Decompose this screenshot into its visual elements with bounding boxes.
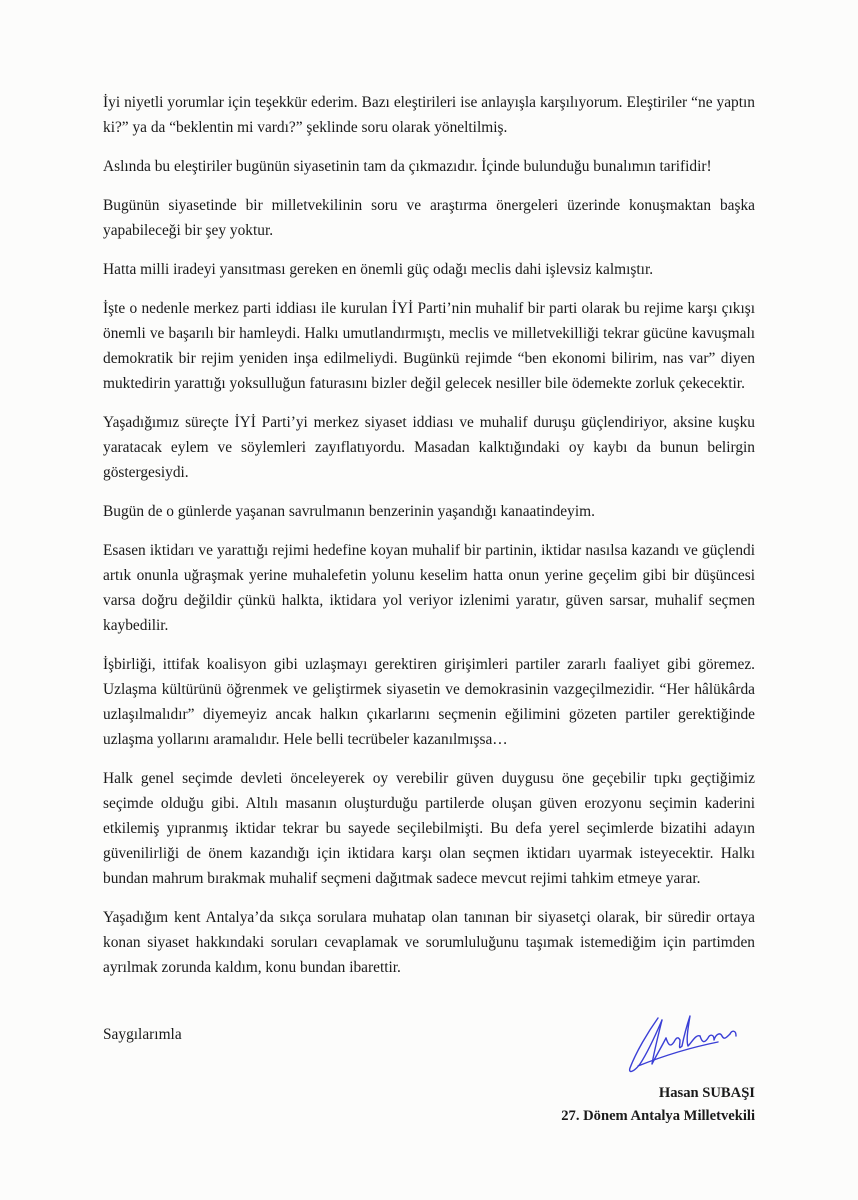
paragraph-8: Esasen iktidarı ve yarattığı rejimi hedefine koyan muhalif bir partinin, iktidar nasılsa kazandı ve güçlendi artık onunla uğraşmak yerine muhalefetin yolunu keselim hatta onun yerine geçelim gibi bir düşüncesi varsa doğru değildir çünkü halkta, iktidara yol veriyor izlenimi yaratır, güven sarsar, muhalif seçmen kaybedilir. bbox=[103, 542, 755, 634]
signature-block bbox=[561, 1082, 755, 1128]
signer-title: 27. Dönem Antalya Milletvekili bbox=[561, 1108, 755, 1124]
paragraph-9: İşbirliği, ittifak koalisyon gibi uzlaşmayı gerektiren girişimleri partiler zararlı faaliyet gibi göremez. Uzlaşma kültürünü öğrenmek ve geliştirmek siyasetin ve demokrasinin vazgeçilmezidir. “Her hâlükârda uzlaşılmalıdır” diyemeyiz ancak halkın çıkarlarını seçmenin eğilimini gözeten partiler gerektiğinde uzlaşma yollarını aramalıdır. Hele belli tecrübeler kazanılmışsa… bbox=[103, 656, 755, 748]
paragraph-2: Aslında bu eleştiriler bugünün siyasetinin tam da çıkmazıdır. İçinde bulunduğu bunalımın tarifidir! bbox=[103, 158, 712, 175]
signer-name: Hasan SUBAŞI bbox=[658, 1085, 755, 1101]
paragraph-3: Bugünün siyasetinde bir milletvekilinin soru ve araştırma önergeleri üzerinde konuşmaktan başka yapabileceği bir şey yoktur. bbox=[103, 197, 755, 239]
paragraph-5: İşte o nedenle merkez parti iddiası ile kurulan İYİ Parti’nin muhalif bir parti olarak bu rejime karşı çıkışı önemli ve başarılı bir hamleydi. Halkı umutlandırmıştı, meclis ve milletvekilliği tekrar gücüne kavuşmalı demokratik bir rejim yeniden inşa edilmeliydi. Bugünkü rejimde “ben ekonomi bilirim, nas var” diyen muktedirin yarattığı yoksulluğun faturasını bizler değil gelecek nesiller bile ödemekte zorluk çekecektir. bbox=[103, 300, 755, 392]
closing-salutation: Saygılarımla bbox=[103, 1026, 182, 1043]
paragraph-11: Yaşadığım kent Antalya’da sıkça sorulara muhatap olan tanınan bir siyasetçi olarak, bir süredir ortaya konan siyaset hakkındaki soruları cevaplamak ve sorumluluğunu taşımak istemediğim için partimden ayrılmak zorunda kaldım, konu bundan ibarettir. bbox=[103, 909, 755, 976]
handwritten-signature bbox=[618, 1008, 748, 1080]
paragraph-1: İyi niyetli yorumlar için teşekkür ederim. Bazı eleştirileri ise anlayışla karşılıyorum. Eleştiriler “ne yaptın ki?” ya da “beklentin mi vardı?” şeklinde soru olarak yöneltilmiş. bbox=[103, 94, 755, 136]
letter-body bbox=[103, 90, 755, 994]
paragraph-10: Halk genel seçimde devleti önceleyerek oy verebilir güven duygusu öne geçebilir tıpkı geçtiğimiz seçimde olduğu gibi. Altılı masanın oluşturduğu partilerde oluşan güven erozyonu seçimin kaderini etkilemiş yıpranmış iktidar tekrar bu sayede seçilebilmişti. Bu defa yerel seçimlerde bizatihi adayın güvenilirliği de önem kazandığı için iktidara karşı olan seçmen iktidarı uyarmak isteyecektir. Halkı bundan mahrum bırakmak muhalif seçmeni dağıtmak sadece mevcut rejimi tahkim etmeye yarar. bbox=[103, 770, 755, 887]
paragraph-7: Bugün de o günlerde yaşanan savrulmanın benzerinin yaşandığı kanaatindeyim. bbox=[103, 503, 595, 520]
paragraph-4: Hatta milli iradeyi yansıtması gereken en önemli güç odağı meclis dahi işlevsiz kalmıştır. bbox=[103, 261, 654, 278]
paragraph-6: Yaşadığımız süreçte İYİ Parti’yi merkez siyaset iddiası ve muhalif duruşu güçlendiriyor, aksine kuşku yaratacak eylem ve söylemleri zayıflatıyordu. Masadan kalktığındaki oy kaybı da bunun belirgin göstergesiydi. bbox=[103, 414, 755, 481]
